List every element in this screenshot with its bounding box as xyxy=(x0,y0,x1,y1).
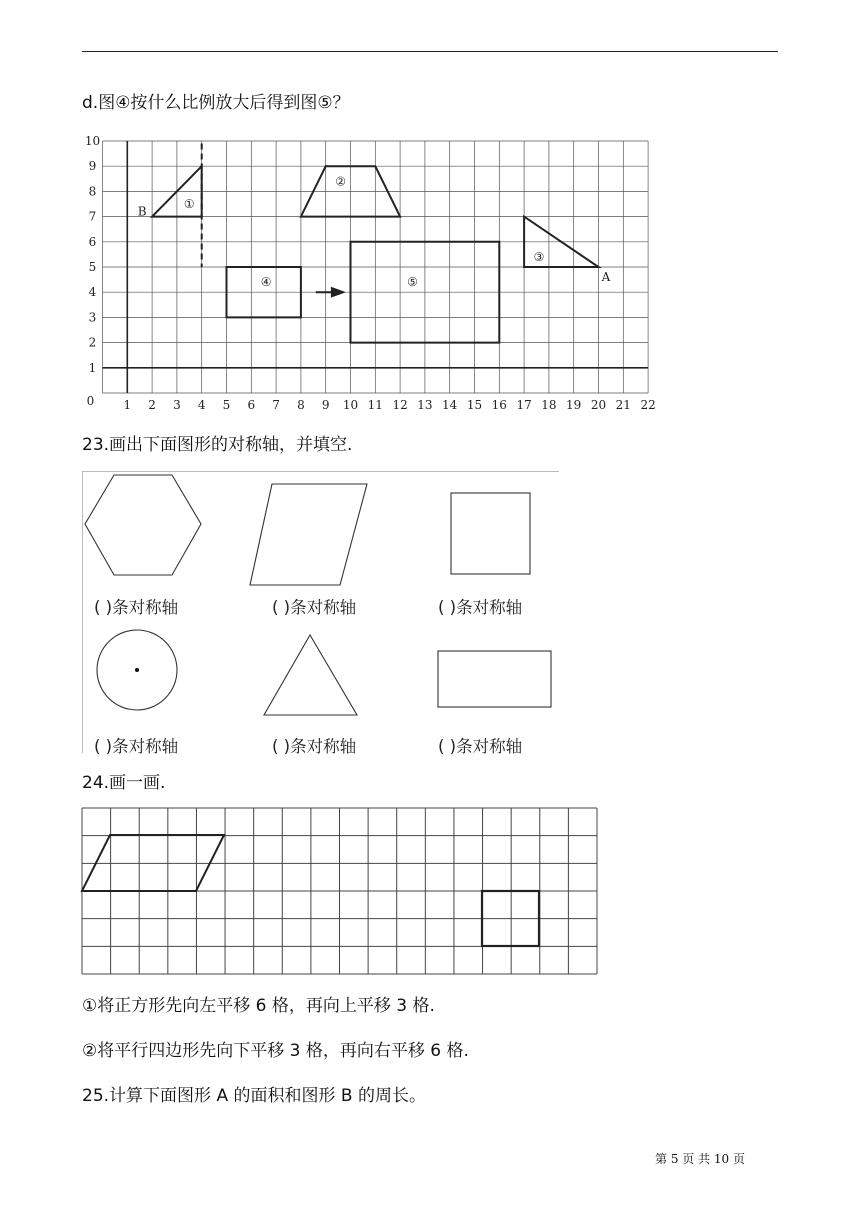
x-tick-label: 9 xyxy=(321,398,330,412)
y-tick-label: 7 xyxy=(88,209,97,224)
question-24: 24.画一画. xyxy=(82,773,166,793)
x-tick-label: 5 xyxy=(222,398,231,412)
blank-parallelogram[interactable]: ( )条对称轴 xyxy=(272,598,357,617)
x-tick-label: 6 xyxy=(247,398,256,412)
x-tick-label: 15 xyxy=(466,398,483,412)
parallelogram-shape xyxy=(250,484,367,585)
y-tick-label: 2 xyxy=(88,335,97,350)
x-tick-label: 20 xyxy=(590,398,607,412)
y-tick-label: 8 xyxy=(88,184,97,199)
x-tick-label: 19 xyxy=(566,398,582,412)
y-tick-label: 10 xyxy=(84,134,101,148)
x-tick-label: 22 xyxy=(640,398,656,412)
x-tick-label: 11 xyxy=(367,398,383,412)
translation-grid xyxy=(80,806,600,976)
x-tick-label: 18 xyxy=(541,398,557,412)
page-footer: 第 5 页 共 10 页 xyxy=(655,1152,745,1166)
x-tick-label: 1 xyxy=(123,398,132,412)
shape-5-label: ⑤ xyxy=(407,275,418,290)
square-shape xyxy=(451,493,530,574)
arrow-head-icon xyxy=(332,288,343,296)
point-B-label: B xyxy=(137,204,147,219)
x-tick-label: 2 xyxy=(148,398,156,412)
rectangle-shape xyxy=(438,651,551,707)
instruction-24-1: ①将正方形先向左平移 6 格，再向上平移 3 格. xyxy=(82,996,435,1016)
blank-rectangle[interactable]: ( )条对称轴 xyxy=(438,737,523,756)
header-rule xyxy=(82,51,778,52)
x-tick-label: 16 xyxy=(491,398,507,412)
x-tick-label: 14 xyxy=(442,398,458,412)
x-tick-label: 4 xyxy=(197,398,206,412)
y-tick-label: 9 xyxy=(88,159,97,174)
triangle-shape xyxy=(264,635,357,715)
x-tick-label: 13 xyxy=(417,398,433,412)
shape-2-label: ② xyxy=(335,174,346,189)
y-tick-label: 4 xyxy=(88,285,97,300)
y-tick-label: 5 xyxy=(88,260,97,274)
x-tick-label: 12 xyxy=(392,398,408,412)
question-22d: d.图④按什么比例放大后得到图⑤？ xyxy=(82,93,350,113)
instruction-24-2: ②将平行四边形先向下平移 3 格，再向右平移 6 格. xyxy=(82,1041,469,1061)
x-tick-label: 0 xyxy=(86,394,95,408)
coordinate-grid-figure xyxy=(80,134,660,414)
blank-square[interactable]: ( )条对称轴 xyxy=(438,598,523,617)
blank-circle[interactable]: ( )条对称轴 xyxy=(94,737,179,756)
x-tick-label: 7 xyxy=(272,398,280,412)
x-tick-label: 10 xyxy=(342,398,359,412)
y-tick-label: 3 xyxy=(88,310,97,325)
hexagon-shape xyxy=(85,475,201,575)
y-tick-label: 1 xyxy=(88,360,97,375)
question-25: 25.计算下面图形 A 的面积和图形 B 的周长。 xyxy=(82,1086,426,1106)
shape-3-label: ③ xyxy=(533,249,545,264)
blank-hexagon[interactable]: ( )条对称轴 xyxy=(94,598,179,617)
blank-triangle[interactable]: ( )条对称轴 xyxy=(272,737,357,756)
x-tick-label: 21 xyxy=(615,398,631,412)
question-23: 23.画出下面图形的对称轴，并填空. xyxy=(82,435,353,455)
x-tick-label: 17 xyxy=(516,398,532,412)
shape-4-label: ④ xyxy=(260,275,272,290)
y-tick-label: 6 xyxy=(88,234,97,249)
x-tick-label: 3 xyxy=(173,398,181,412)
shape-1-label: ① xyxy=(183,197,195,211)
point-A-label: A xyxy=(601,270,611,285)
x-tick-label: 8 xyxy=(297,398,305,412)
circle-center-dot xyxy=(135,668,139,672)
